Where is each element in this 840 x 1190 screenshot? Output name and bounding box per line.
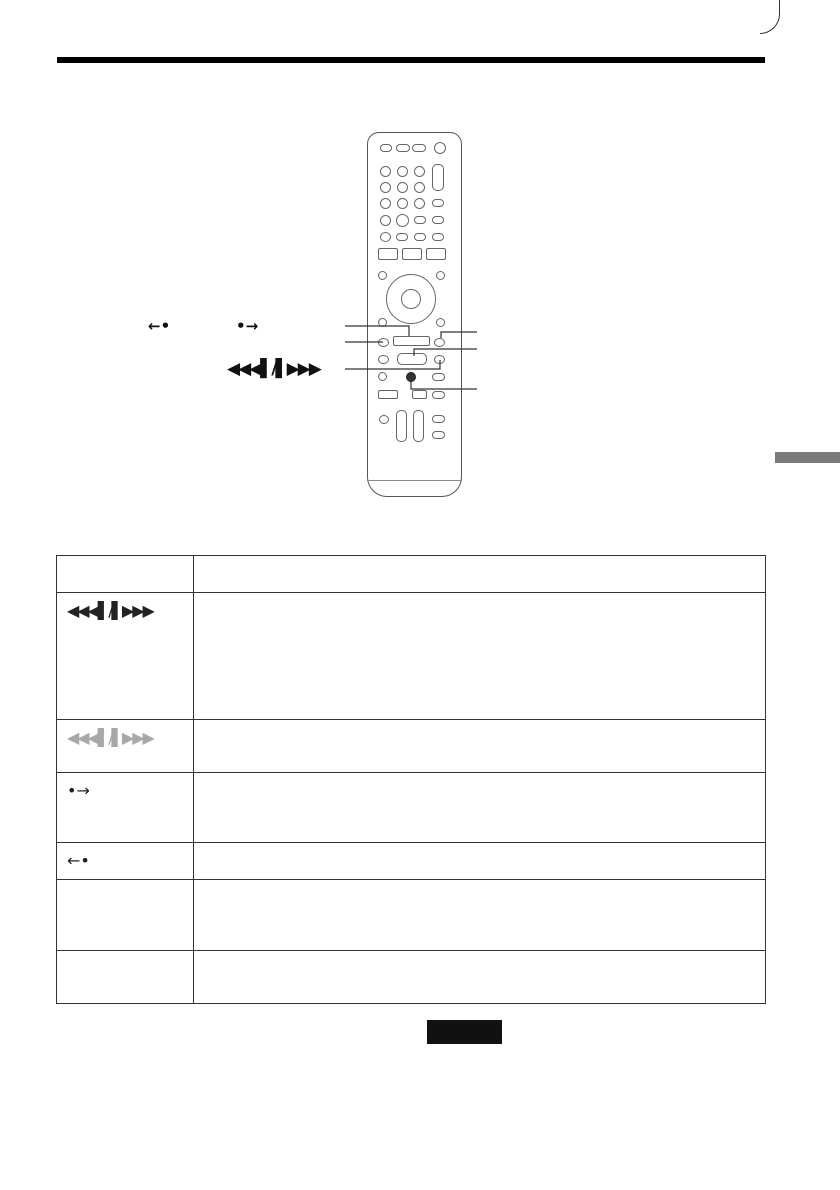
table-header-cell (194, 556, 766, 593)
table-symbol-cell (57, 843, 194, 880)
operations-table (56, 555, 766, 1004)
table-row (57, 880, 766, 951)
table-symbol-cell (57, 951, 194, 1004)
advance-callout-symbol: •→ (236, 317, 259, 335)
table-symbol-cell (57, 593, 194, 720)
table-text-cell (194, 880, 766, 951)
scan-slow-callout-text: ◀◀◀▌/▌▶▶▶ (227, 359, 320, 379)
scan-slow-callout-symbol (227, 359, 320, 379)
table-text-cell (194, 843, 766, 880)
replay-callout-symbol: ←• (148, 317, 171, 335)
table-row (57, 843, 766, 880)
table-symbol-cell (57, 720, 194, 773)
table-text-cell (194, 773, 766, 843)
replay-symbol: ←• (67, 851, 90, 870)
table-header-row (57, 556, 766, 593)
scan-slow-symbol: ◀◀◀▌/▌▶▶▶ (67, 601, 153, 620)
advance-symbol: •→ (67, 781, 90, 800)
slow-play-symbol: ◀◀◀▌/▌▶▶▶ (67, 728, 153, 747)
table-symbol-cell (57, 880, 194, 951)
table-text-cell (194, 720, 766, 773)
table-text-cell (194, 951, 766, 1004)
table-symbol-cell (57, 773, 194, 843)
table-text-cell (194, 593, 766, 720)
table-row (57, 593, 766, 720)
table-row (57, 951, 766, 1004)
table-header-cell (57, 556, 194, 593)
table-row (57, 720, 766, 773)
note-heading-box (427, 1020, 502, 1044)
table-row (57, 773, 766, 843)
